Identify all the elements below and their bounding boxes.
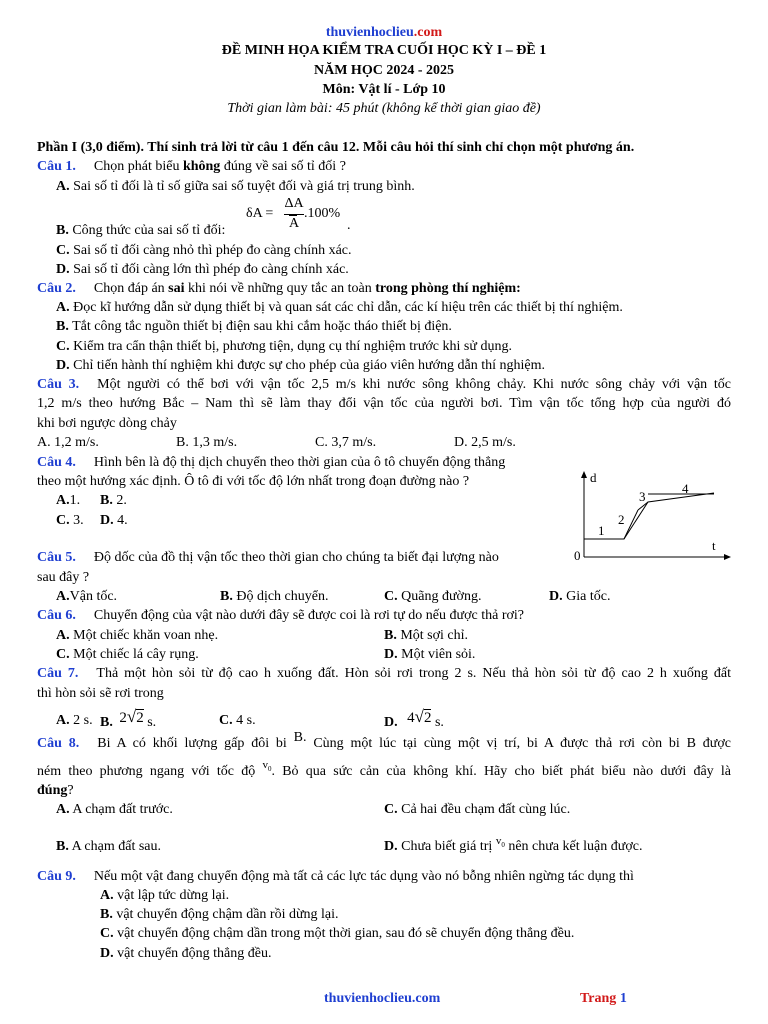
question-2: Câu 2. Chọn đáp án sai khi nói về những quy tắc an toàn trong phòng thí nghiệm: xyxy=(37,281,521,296)
q8-line-3: đúng? xyxy=(37,783,74,798)
question-9: Câu 9. Nếu một vật đang chuyển động mà tất cả các lực tác dụng vào nó bỗng nhiên ngừng tác dụng thì xyxy=(37,869,634,884)
q5-option-c[interactable]: C. Quãng đường. xyxy=(384,589,482,604)
q9-option-b[interactable]: B. vật chuyển động chậm dần rồi dừng lại. xyxy=(100,907,339,922)
graph-seg-label-1: 1 xyxy=(598,523,605,538)
q2-option-c[interactable]: C. Kiểm tra cẩn thận thiết bị, phương tiện, dụng cụ thí nghiệm trước khi sử dụng. xyxy=(56,339,512,354)
q8-line-2: ném theo phương ngang với tốc độ $^{v_0}$. Bỏ qua sức cản của không khí. Hãy cho biết phát biểu nào dưới đây là xyxy=(37,759,731,779)
q4-option-c[interactable]: C. 3. xyxy=(56,513,84,528)
q8-option-d[interactable]: D. Chưa biết giá trị $^{v_0}$ nên chưa kết luận được. xyxy=(384,835,643,854)
graph-seg-label-2: 2 xyxy=(618,512,625,527)
question-1: Câu 1. Chọn phát biểu không đúng về sai số tỉ đối ? xyxy=(37,159,346,174)
exam-time: Thời gian làm bài: 45 phút (không kể thời gian giao đề) xyxy=(227,101,541,116)
q7-option-c[interactable]: C. 4 s. xyxy=(219,713,256,728)
q1-option-a[interactable]: A. Sai số tỉ đối là tỉ số giữa sai số tuyệt đối và giá trị trung bình. xyxy=(56,179,415,194)
q7-option-a[interactable]: A. 2 s. xyxy=(56,713,93,728)
q4-option-a[interactable]: A.1. xyxy=(56,493,81,508)
q3-option-b[interactable]: B. 1,3 m/s. xyxy=(176,435,238,450)
displacement-time-graph xyxy=(568,460,738,570)
exam-title: ĐỀ MINH HỌA KIỂM TRA CUỐI HỌC KỲ I – ĐỀ 1 xyxy=(221,43,547,58)
footer-page-number: Trang 1 xyxy=(580,991,627,1006)
q3-line-2: 1,2 m/s theo hướng Bắc – Nam thì sẽ làm thay đổi vận tốc của người bơi. Tìm vận tốc tổng hợp của người đó xyxy=(37,396,731,411)
question-6: Câu 6. Chuyển động của vật nào dưới đây sẽ được coi là rơi tự do nếu được thả rơi? xyxy=(37,608,524,623)
q8-option-a[interactable]: A. A chạm đất trước. xyxy=(56,802,173,817)
q6-option-a[interactable]: A. Một chiếc khăn voan nhẹ. xyxy=(56,628,219,643)
sqrt-expression: 4√2 xyxy=(407,707,432,726)
graph-y-label: d xyxy=(590,470,597,485)
question-3: Câu 3. Một người có thể bơi với vận tốc 2,5 m/s khi nước sông không chảy. Khi nước sông chảy với vận tốc xyxy=(37,377,731,392)
q4-option-b[interactable]: B. 2. xyxy=(100,493,127,508)
q3-option-c[interactable]: C. 3,7 m/s. xyxy=(315,435,377,450)
q1-option-b[interactable]: B. Công thức của sai số tỉ đối: xyxy=(56,223,226,238)
q9-option-a[interactable]: A. vật lập tức dừng lại. xyxy=(100,888,230,903)
graph-seg-2 xyxy=(624,510,638,539)
q3-option-d[interactable]: D. 2,5 m/s. xyxy=(454,435,516,450)
q7-line-2: thì hòn sỏi sẽ rơi trong xyxy=(37,686,164,701)
q4-option-d[interactable]: D. 4. xyxy=(100,513,128,528)
question-5: Câu 5. Độ dốc của đồ thị vận tốc theo thời gian cho chúng ta biết đại lượng nào xyxy=(37,550,499,565)
exam-subject: Môn: Vật lí - Lớp 10 xyxy=(322,82,446,97)
q3-option-a[interactable]: A. 1,2 m/s. xyxy=(37,435,99,450)
q5-line-2: sau đây ? xyxy=(37,570,90,585)
graph-origin: 0 xyxy=(574,548,581,563)
q2-option-d[interactable]: D. Chỉ tiến hành thí nghiệm khi được sự cho phép của giáo viên hướng dẫn thí nghiệm. xyxy=(56,358,546,373)
q1-option-d[interactable]: D. Sai số tỉ đối càng lớn thì phép đo càng chính xác. xyxy=(56,262,349,277)
q8-option-c[interactable]: C. Cả hai đều chạm đất cùng lúc. xyxy=(384,802,571,817)
graph-seg-label-3: 3 xyxy=(639,489,646,504)
q1-option-c[interactable]: C. Sai số tỉ đối càng nhỏ thì phép đo càng chính xác. xyxy=(56,243,352,258)
q6-option-d[interactable]: D. Một viên sỏi. xyxy=(384,647,476,662)
footer-site: thuvienhoclieu.com xyxy=(324,991,441,1006)
q9-option-c[interactable]: C. vật chuyển động chậm dần trong một thời gian, sau đó sẽ chuyển động thẳng đều. xyxy=(100,926,575,941)
q2-option-b[interactable]: B. Tắt công tắc nguồn thiết bị điện sau khi cắm hoặc tháo thiết bị điện. xyxy=(56,319,452,334)
q7-option-d[interactable]: D. 4√2 s. xyxy=(384,707,444,730)
question-7: Câu 7. Thả một hòn sỏi từ độ cao h xuống đất. Hòn sỏi rơi trong 2 s. Nếu thả hòn sỏi từ độ cao 2 h xuống đất xyxy=(37,666,731,681)
q6-option-c[interactable]: C. Một chiếc lá cây rụng. xyxy=(56,647,199,662)
q5-option-d[interactable]: D. Gia tốc. xyxy=(549,589,611,604)
q5-option-a[interactable]: A.Vận tốc. xyxy=(56,589,118,604)
q4-line-2: theo một hướng xác định. Ô tô đi với tốc độ lớn nhất trong đoạn đường nào ? xyxy=(37,474,470,489)
graph-seg-label-4: 4 xyxy=(682,481,689,496)
part1-heading: Phần I (3,0 điểm). Thí sinh trả lời từ câu 1 đến câu 12. Mỗi câu hỏi thí sinh chỉ chọn một phương án. xyxy=(37,140,635,155)
q8-option-b[interactable]: B. A chạm đất sau. xyxy=(56,839,161,854)
question-8: Câu 8. Bi A có khối lượng gấp đôi bi B. Cùng một lúc tại cùng một vị trí, bi A được thả rơi còn bi B được xyxy=(37,730,731,751)
site-watermark-top: thuvienhoclieu.com xyxy=(325,25,443,40)
q3-line-3: khi bơi ngược dòng chảy xyxy=(37,416,177,431)
q9-option-d[interactable]: D. vật chuyển động thẳng đều. xyxy=(100,946,272,961)
q2-option-a[interactable]: A. Đọc kĩ hướng dẫn sử dụng thiết bị và quan sát các chỉ dẫn, các kí hiệu trên các thiết bị thí nghiệm. xyxy=(56,300,623,315)
q7-option-b[interactable]: B. 2√2 s. xyxy=(100,707,157,730)
q5-option-b[interactable]: B. Độ dịch chuyển. xyxy=(220,589,329,604)
sqrt-expression: 2√2 xyxy=(119,707,144,726)
q6-option-b[interactable]: B. Một sợi chỉ. xyxy=(384,628,469,643)
question-4: Câu 4. Hình bên là độ thị dịch chuyển theo thời gian của ô tô chuyển động thẳng xyxy=(37,455,506,470)
graph-x-label: t xyxy=(712,538,716,553)
exam-year: NĂM HỌC 2024 - 2025 xyxy=(314,63,454,78)
